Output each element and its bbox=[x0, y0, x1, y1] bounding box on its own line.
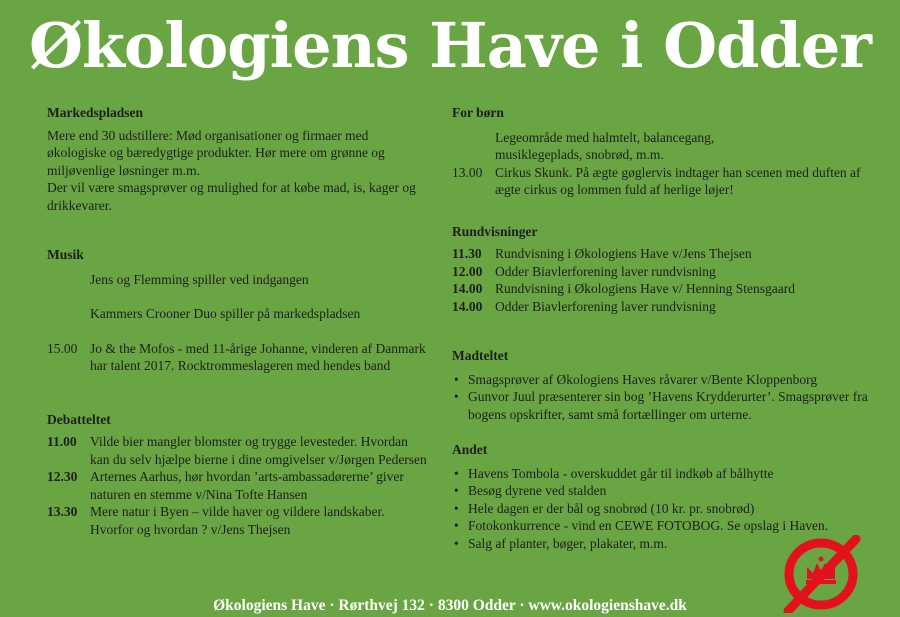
schedule-row bbox=[452, 298, 872, 316]
list-item: • Havens Tombola - overskuddet går til indkøb af bålhytte bbox=[454, 465, 872, 483]
markedspladsen-text: Mere end 30 udstillere: Mød organisationer og firmaer med økologiske og bæredygtige produkter. Hør mere om grønne og miljøvenlige løsninger m.m. bbox=[47, 127, 385, 178]
section-debatteltet bbox=[47, 411, 427, 539]
schedule-text: Rundvisning i Økologiens Have v/ Henning Stensgaard bbox=[495, 281, 795, 296]
for-born-item bbox=[452, 164, 872, 199]
schedule-text: Rundvisning i Økologiens Have v/Jens Thejsen bbox=[495, 246, 752, 261]
section-markedspladsen bbox=[47, 104, 427, 214]
page-title: Økologiens Have i Odder bbox=[29, 9, 871, 82]
musik-item-text: Jo & the Mofos - med 11-årige Johanne, vinderen af Danmark har talent 2017. Rocktrommeslageren med hendes band bbox=[90, 340, 426, 373]
schedule-text: Mere natur i Byen – vilde haver og vildere landskaber. Hvorfor og hvordan ? v/Jens Thejsen bbox=[90, 504, 385, 537]
markedspladsen-text-2: Der vil være smagsprøver og mulighed for at købe mad, is, kager og drikkevarer. bbox=[47, 180, 416, 213]
time-label: 11.30 bbox=[452, 246, 482, 261]
schedule-row bbox=[452, 280, 872, 298]
musik-item: Jens og Flemming spiller ved indgangen bbox=[90, 271, 309, 287]
time-label: 12.00 bbox=[452, 263, 483, 279]
musik-item: Kammers Crooner Duo spiller på markedspladsen bbox=[90, 306, 361, 321]
schedule-row bbox=[47, 468, 427, 503]
heading-markedspladsen: Markedspladsen bbox=[47, 105, 144, 120]
time-label: 15.00 bbox=[47, 340, 78, 356]
heading-musik: Musik bbox=[47, 247, 84, 262]
schedule-row bbox=[47, 433, 427, 468]
list-item: • Smagsprøver af Økologiens Haves råvarer v/Bente Kloppenborg bbox=[454, 371, 872, 389]
heading-madteltet: Madteltet bbox=[452, 348, 509, 363]
time-label: 14.00 bbox=[452, 281, 483, 296]
left-column bbox=[47, 104, 427, 538]
schedule-row bbox=[452, 263, 872, 281]
section-madteltet bbox=[452, 347, 872, 423]
list-item: • Besøg dyrene ved stalden bbox=[454, 482, 872, 500]
list-item: • Gunvor Juul præsenterer sin bog ’Havens Krydderurter’. Smagsprøver fra bogens opskrifter, samt små fortællinger om urterne. bbox=[454, 388, 872, 423]
oe-organic-logo-icon bbox=[780, 535, 862, 613]
time-label: 14.00 bbox=[452, 298, 483, 314]
list-item: • Hele dagen er der bål og snobrød (10 kr. pr. snobrød) bbox=[454, 500, 872, 518]
heading-andet: Andet bbox=[452, 442, 488, 457]
schedule-row bbox=[452, 245, 872, 263]
section-musik bbox=[47, 246, 427, 375]
time-label: 12.30 bbox=[47, 469, 78, 484]
schedule-row bbox=[47, 503, 427, 538]
list-item: • Fotokonkurrence - vind en CEWE FOTOBOG. Se opslag i Haven. bbox=[454, 517, 872, 535]
schedule-text: Vilde bier mangler blomster og trygge levesteder. Hvordan kan du selv hjælpe bierne i dine omgivelser v/Jørgen Pedersen bbox=[90, 434, 427, 467]
heading-debatteltet: Debatteltet bbox=[47, 411, 111, 427]
for-born-item-text: Cirkus Skunk. På ægte gøglervis indtager han scenen med duften af ægte cirkus og lommen fuld af herlige løjer! bbox=[495, 164, 861, 197]
schedule-text: Odder Biavlerforening laver rundvisning bbox=[495, 298, 716, 314]
footer-address: Økologiens Have · Rørthvej 132 · 8300 Odder · www.okologienshave.dk bbox=[213, 597, 687, 614]
section-for-born bbox=[452, 104, 872, 199]
schedule-text: Arternes Aarhus, hør hvordan ’arts-ambassadørerne’ giver naturen en stemme v/Nina Tofte Hansen bbox=[90, 469, 404, 502]
schedule-text: Odder Biavlerforening laver rundvisning bbox=[495, 263, 716, 279]
heading-for-born: For børn bbox=[452, 105, 504, 120]
time-label: 13.30 bbox=[47, 504, 78, 519]
heading-rundvisninger: Rundvisninger bbox=[452, 223, 538, 239]
section-rundvisninger bbox=[452, 223, 872, 316]
for-born-item: Legeområde med halmtelt, balancegang, musiklegeplads, snobrød, m.m. bbox=[495, 129, 715, 162]
time-label: 11.00 bbox=[47, 434, 77, 449]
musik-item bbox=[47, 340, 427, 375]
list-item: • Salg af planter, bøger, plakater, m.m. bbox=[454, 535, 872, 553]
time-label: 13.00 bbox=[452, 164, 483, 180]
right-column bbox=[452, 104, 872, 552]
